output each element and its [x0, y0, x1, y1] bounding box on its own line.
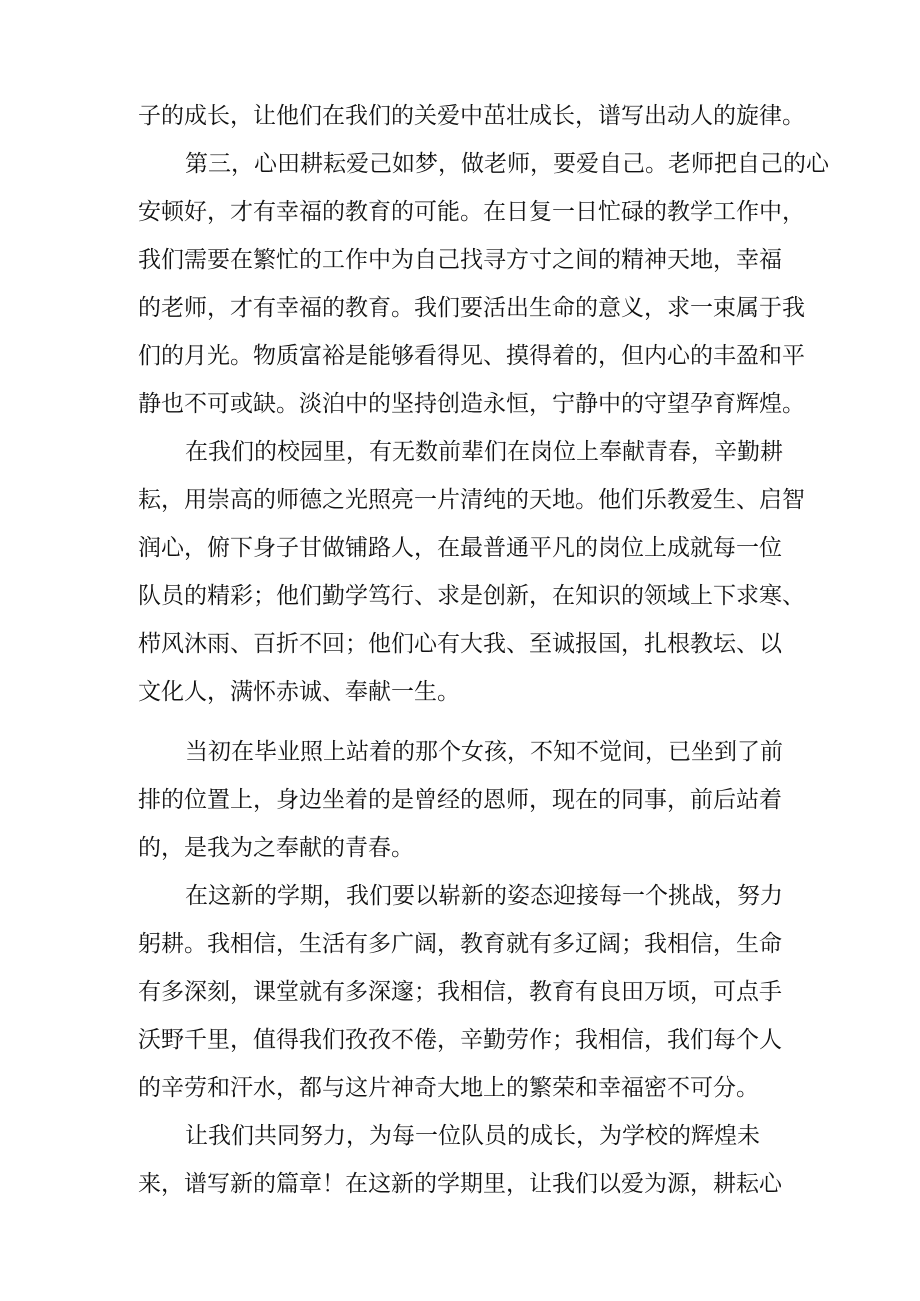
text-line: 文化人，满怀赤诚、奉献一生。: [138, 679, 460, 705]
text-line: 在我们的校园里，有无数前辈们在岗位上奉献青春，辛勤耕: [185, 439, 783, 465]
text-line: 的老师，才有幸福的教育。我们要活出生命的意义，求一束属于我: [138, 295, 805, 321]
text-line: 的，是我为之奉献的青春。: [138, 835, 414, 861]
text-line: 让我们共同努力，为每一位队员的成长，为学校的辉煌未: [185, 1123, 760, 1149]
text-line: 第三，心田耕耘爱己如梦，做老师，要爱自己。老师把自己的心: [185, 151, 829, 177]
text-line: 耘，用崇高的师德之光照亮一片清纯的天地。他们乐教爱生、启智: [138, 487, 805, 513]
text-line: 躬耕。我相信，生活有多广阔，教育就有多辽阔；我相信，生命: [138, 931, 782, 957]
paragraph-6: [138, 1112, 788, 1208]
text-line: 当初在毕业照上站着的那个女孩，不知不觉间，已坐到了前: [185, 739, 783, 765]
paragraph-5: [138, 872, 788, 1112]
text-line: 安顿好，才有幸福的教育的可能。在日复一日忙碌的教学工作中，: [138, 199, 805, 225]
paragraph-1: [138, 92, 805, 140]
text-line: 栉风沐雨、百折不回；他们心有大我、至诚报国，扎根教坛、以: [138, 631, 782, 657]
text-line: 沃野千里，值得我们孜孜不倦，辛勤劳作；我相信，我们每个人: [138, 1027, 782, 1053]
text-line: 润心，俯下身子甘做铺路人，在最普通平凡的岗位上成就每一位: [138, 535, 782, 561]
text-line: 我们需要在繁忙的工作中为自己找寻方寸之间的精神天地，幸福: [138, 247, 782, 273]
paragraph-2: [138, 140, 829, 428]
text-line: 有多深刻，课堂就有多深邃；我相信，教育有良田万顷，可点手: [138, 979, 782, 1005]
text-line: 们的月光。物质富裕是能够看得见、摸得着的，但内心的丰盈和平: [138, 343, 805, 369]
text-line: 子的成长，让他们在我们的关爱中茁壮成长，谱写出动人的旋律。: [138, 103, 805, 129]
text-line: 的辛劳和汗水，都与这片神奇大地上的繁荣和幸福密不可分。: [138, 1075, 759, 1101]
paragraph-3: [138, 428, 805, 716]
paragraph-gap: [138, 716, 788, 728]
text-line: 排的位置上，身边坐着的是曾经的恩师，现在的同事，前后站着: [138, 787, 782, 813]
text-line: 在这新的学期，我们要以崭新的姿态迎接每一个挑战，努力: [185, 883, 783, 909]
text-line: 来，谱写新的篇章！在这新的学期里，让我们以爱为源，耕耘心: [138, 1171, 782, 1197]
text-line: 静也不可或缺。淡泊中的坚持创造永恒，宁静中的守望孕育辉煌。: [138, 391, 805, 417]
text-line: 队员的精彩；他们勤学笃行、求是创新，在知识的领域上下求寒、: [138, 583, 805, 609]
paragraph-4: [138, 728, 788, 872]
document-body: [138, 92, 829, 1208]
